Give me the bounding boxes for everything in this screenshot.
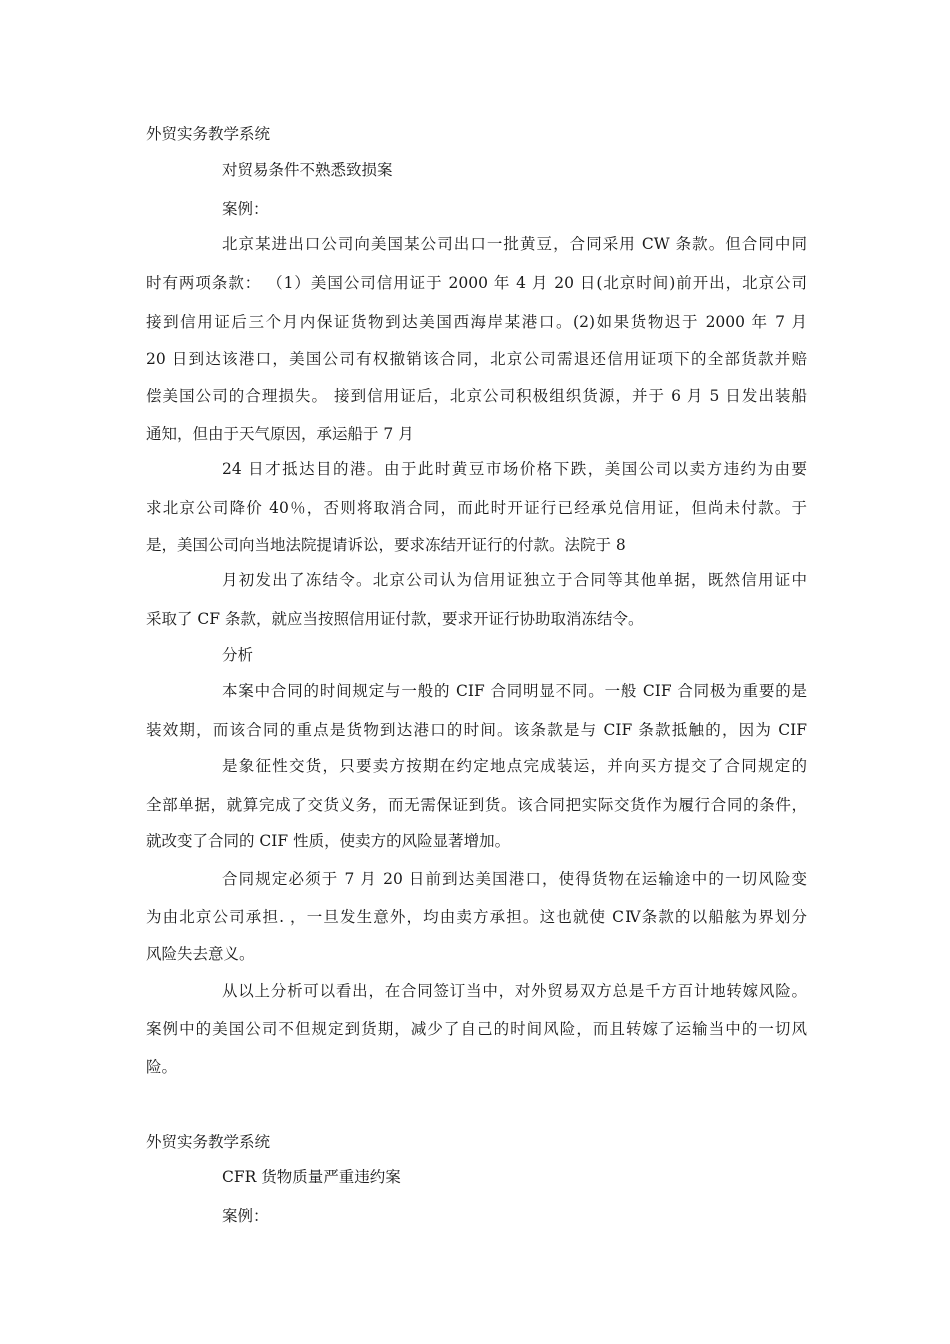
analysis-paragraph-line: 从以上分析可以看出，在合同签订当中，对外贸易双方总是千方百计地转嫁风险。	[222, 982, 807, 1000]
case-paragraph-line: 北京某进出口公司向美国某公司出口一批黄豆，合同采用 CW 条款。但合同中同	[222, 235, 807, 253]
analysis-paragraph-line: 全部单据，就算完成了交货义务，而无需保证到货。该合同把实际交货作为履行合同的条件，	[146, 796, 807, 814]
section-header: 外贸实务教学系统	[146, 1133, 271, 1151]
case-paragraph-line: 求北京公司降价 40％，否则将取消合同，而此时开证行已经承兑信用证，但尚未付款。于	[146, 499, 807, 517]
case-paragraph-line: 时有两项条款： （1）美国公司信用证于 2000 年 4 月 20 日(北京时间)前开出，北京公司	[146, 274, 807, 292]
analysis-paragraph-line: 就改变了合同的 CIF 性质，使卖方的风险显著增加。	[146, 832, 511, 850]
case-paragraph-line: 通知，但由于天气原因，承运船于 7 月	[146, 425, 414, 443]
case-label: 案例：	[222, 1207, 269, 1225]
analysis-paragraph-line: 合同规定必须于 7 月 20 日前到达美国港口，使得货物在运输途中的一切风险变	[222, 870, 807, 888]
analysis-paragraph-line: 为由北京公司承担. ，一旦发生意外，均由卖方承担。这也就使 CⅣ条款的以船舷为界划分	[146, 908, 807, 926]
analysis-paragraph-line: 风险失去意义。	[146, 945, 255, 963]
analysis-paragraph-line: 案例中的美国公司不但规定到货期，减少了自己的时间风险，而且转嫁了运输当中的一切风	[146, 1020, 807, 1038]
case-paragraph-line: 20 日到达该港口，美国公司有权撤销该合同，北京公司需退还信用证项下的全部货款并赔	[146, 350, 807, 368]
analysis-paragraph-line: 是象征性交货，只要卖方按期在约定地点完成装运，并向买方提交了合同规定的	[222, 757, 807, 775]
analysis-paragraph-line: 装效期，而该合同的重点是货物到达港口的时间。该条款是与 CIF 条款抵触的，因为 CIF	[146, 721, 807, 739]
case-paragraph-line: 采取了 CF 条款，就应当按照信用证付款，要求开证行协助取消冻结令。	[146, 610, 644, 628]
case-paragraph-line: 偿美国公司的合理损失。 接到信用证后，北京公司积极组织货源，并于 6 月 5 日发出装船	[146, 387, 807, 405]
analysis-paragraph-line: 本案中合同的时间规定与一般的 CIF 合同明显不同。一般 CIF 合同极为重要的是	[222, 682, 807, 700]
case-paragraph-line: 是，美国公司向当地法院提请诉讼，要求冻结开证行的付款。法院于 8	[146, 536, 626, 554]
analysis-paragraph-line: 险。	[146, 1058, 178, 1076]
case-paragraph-line: 接到信用证后三个月内保证货物到达美国西海岸某港口。(2)如果货物迟于 2000 年 7 月	[146, 313, 807, 331]
case-title: 对贸易条件不熟悉致损案	[222, 161, 393, 179]
case-title: CFR 货物质量严重违约案	[222, 1168, 401, 1186]
analysis-label: 分析	[222, 646, 254, 664]
case-paragraph-line: 24 日才抵达目的港。由于此时黄豆市场价格下跌，美国公司以卖方违约为由要	[222, 460, 807, 478]
section-header: 外贸实务教学系统	[146, 125, 271, 143]
case-label: 案例：	[222, 200, 269, 218]
case-paragraph-line: 月初发出了冻结令。北京公司认为信用证独立于合同等其他单据，既然信用证中	[222, 571, 807, 589]
